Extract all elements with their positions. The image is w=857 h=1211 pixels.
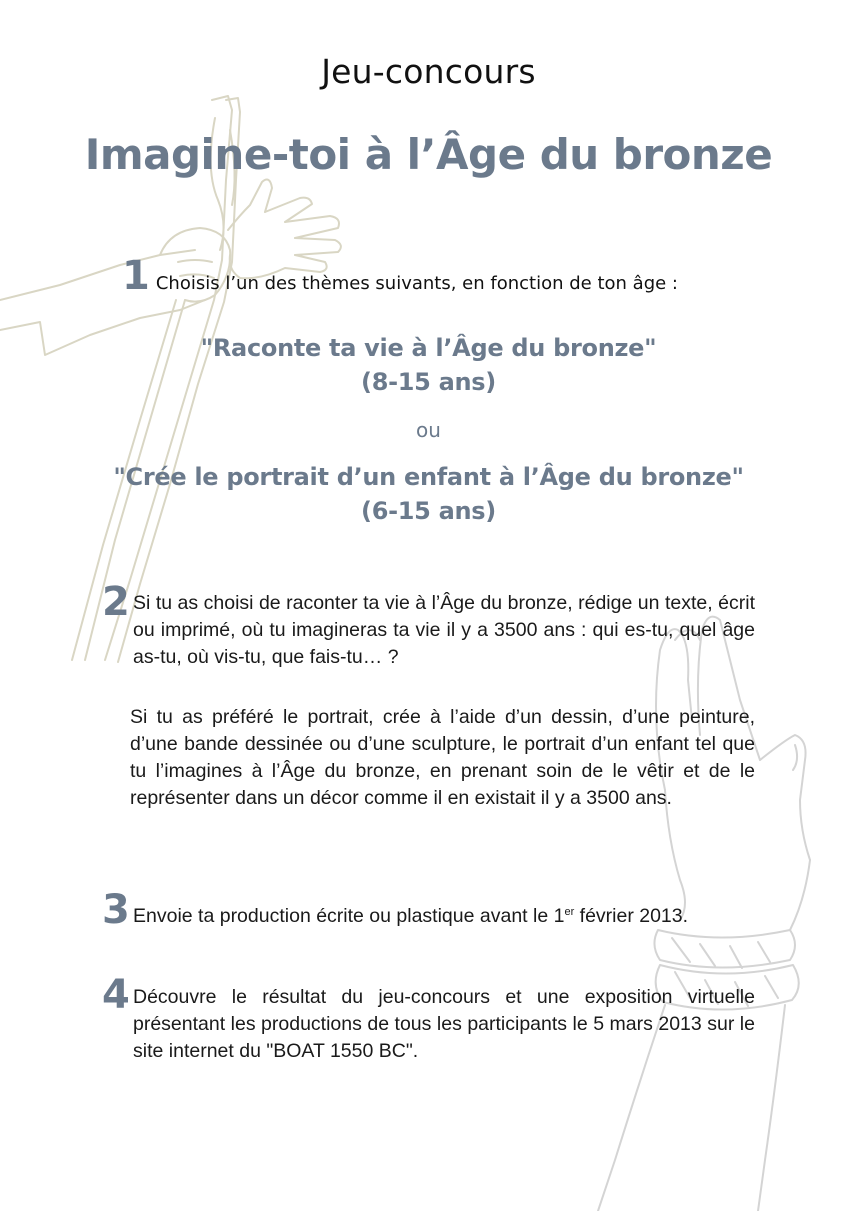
step-3-text-before: Envoie ta production écrite ou plastique avant le 1 [133, 905, 565, 927]
step-2-text: Si tu as choisi de raconter ta vie à l’Âge du bronze, rédige un texte, écrit ou imprimé, où tu imagineras ta vie il y a 3500 ans : qui es-tu, quel âge as-tu, où vis-tu, que fais-tu… ? [133, 592, 755, 668]
step-1 [122, 253, 762, 299]
step-3-text [133, 899, 763, 930]
step-4-text: Découvre le résultat du jeu-concours et une exposition virtuelle présentant les productions de tous les participants le 5 mars 2013 sur le site internet du "BOAT 1550 BC". [133, 986, 755, 1062]
theme-option-portrait [0, 460, 857, 528]
page-kicker: Jeu-concours [321, 52, 536, 91]
theme-ages: (8-15 ans) [361, 368, 496, 396]
step-number: 4 [102, 972, 130, 1018]
theme-option-story [0, 331, 857, 399]
page-title: Imagine-toi à l’Âge du bronze [84, 130, 773, 179]
step-2-alt-text: Si tu as préféré le portrait, crée à l’aide d’un dessin, d’une peinture, d’une bande dessinée ou d’une sculpture, le portrait d’un enfant tel que tu l’imagines à l’Âge du bronze, en prenant soin de le vêtir et de le représenter dans un décor comme il en existait il y a 3500 ans. [130, 706, 755, 809]
step-3-text-after: février 2013. [574, 905, 689, 927]
theme-title: "Crée le portrait d’un enfant à l’Âge du bronze" [113, 463, 744, 491]
step-number: 1 [122, 253, 150, 299]
theme-separator: ou [416, 418, 441, 442]
step-text: Choisis l’un des thèmes suivants, en fonction de ton âge : [155, 273, 678, 294]
step-3-superscript: er [564, 906, 575, 918]
step-number: 2 [102, 579, 130, 625]
step-number: 3 [102, 887, 130, 933]
theme-ages: (6-15 ans) [361, 497, 496, 525]
theme-title: "Raconte ta vie à l’Âge du bronze" [200, 334, 657, 362]
